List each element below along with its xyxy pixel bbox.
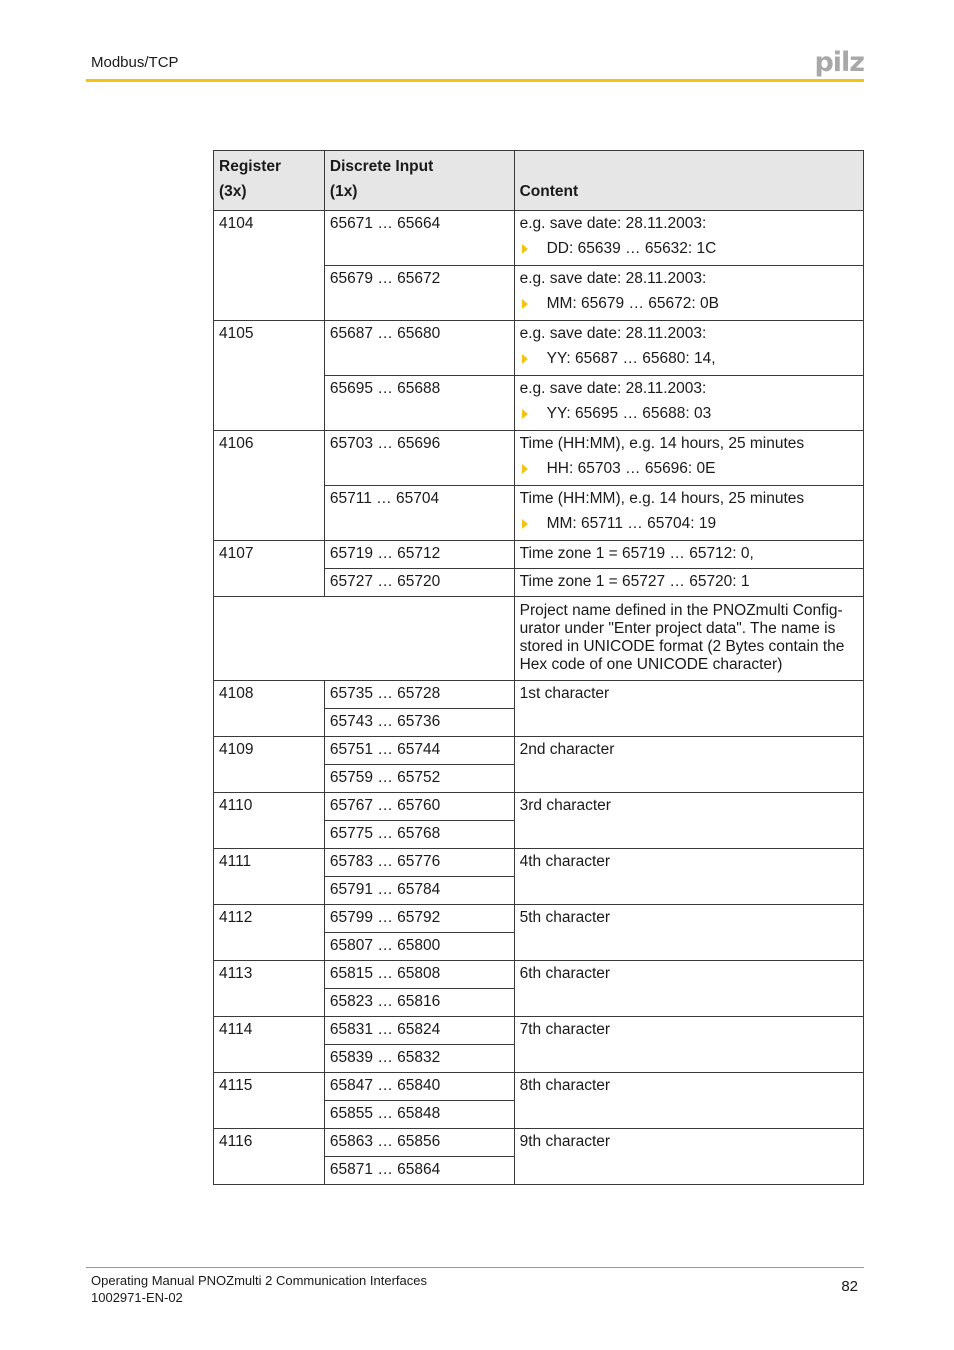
register-cell: 4109 [214,737,325,793]
header-register: Register (3x) [214,151,325,211]
register-cell: 4114 [214,1017,325,1073]
content-cell: Time zone 1 = 65719 … 65712: 0, [514,541,863,569]
page-number: 82 [841,1278,858,1295]
bullet-item: MM: 65679 … 65672: 0B [520,291,858,316]
register-table [213,150,864,1185]
arrow-bullet-icon [522,299,528,309]
discrete-cell: 65759 … 65752 [324,765,514,793]
register-cell: 4105 [214,321,325,431]
discrete-cell: 65831 … 65824 [324,1017,514,1045]
discrete-cell: 65863 … 65856 [324,1129,514,1157]
content-cell: e.g. save date: 28.11.2003: YY: 65695 … 65688: 03 [514,376,863,431]
register-cell: 4111 [214,849,325,905]
discrete-cell: 65855 … 65848 [324,1101,514,1129]
content-cell: 6th character [514,961,863,1017]
table-row [214,905,864,933]
arrow-bullet-icon [522,354,528,364]
discrete-cell: 65815 … 65808 [324,961,514,989]
bullet-item: DD: 65639 … 65632: 1C [520,236,858,261]
discrete-cell: 65687 … 65680 [324,321,514,376]
table-row [214,431,864,486]
bullet-item: HH: 65703 … 65696: 0E [520,456,858,481]
table-row [214,793,864,821]
discrete-cell: 65847 … 65840 [324,1073,514,1101]
discrete-cell: 65679 … 65672 [324,266,514,321]
discrete-cell: 65751 … 65744 [324,737,514,765]
register-cell: 4106 [214,431,325,541]
table-row [214,1129,864,1157]
project-note-row [214,597,864,681]
discrete-cell: 65735 … 65728 [324,681,514,709]
project-note: Project name defined in the PNOZmulti Config- urator under "Enter project data". The name is stored in UNICODE format (2 Bytes contain the Hex code of one UNICODE character) [514,597,863,681]
footer-doc-number: 1002971-EN-02 [91,1290,183,1305]
content-cell: Time (HH:MM), e.g. 14 hours, 25 minutes MM: 65711 … 65704: 19 [514,486,863,541]
header-discrete-input: Discrete Input (1x) [324,151,514,211]
discrete-cell: 65711 … 65704 [324,486,514,541]
arrow-bullet-icon [522,409,528,419]
content-cell: e.g. save date: 28.11.2003: DD: 65639 … 65632: 1C [514,211,863,266]
table-row [214,541,864,569]
table-body [214,211,864,1185]
content-cell: e.g. save date: 28.11.2003: YY: 65687 … 65680: 14, [514,321,863,376]
register-cell: 4116 [214,1129,325,1185]
discrete-cell: 65799 … 65792 [324,905,514,933]
register-cell: 4110 [214,793,325,849]
discrete-cell: 65775 … 65768 [324,821,514,849]
table-row [214,1017,864,1045]
bullet-item: YY: 65695 … 65688: 03 [520,401,858,426]
discrete-cell: 65719 … 65712 [324,541,514,569]
arrow-bullet-icon [522,464,528,474]
table-row [214,321,864,376]
header-rule [86,79,864,82]
content-cell: 9th character [514,1129,863,1185]
discrete-cell: 65743 … 65736 [324,709,514,737]
bullet-item: MM: 65711 … 65704: 19 [520,511,858,536]
header-content: Content [514,151,863,211]
discrete-cell: 65703 … 65696 [324,431,514,486]
content-cell: 1st character [514,681,863,737]
section-title: Modbus/TCP [91,54,179,71]
discrete-cell: 65839 … 65832 [324,1045,514,1073]
page-header [86,0,864,84]
table-header-row [214,151,864,211]
discrete-cell: 65871 … 65864 [324,1157,514,1185]
content-cell: 2nd character [514,737,863,793]
content-cell: 8th character [514,1073,863,1129]
discrete-cell: 65767 … 65760 [324,793,514,821]
content-cell: 3rd character [514,793,863,849]
content-cell: 7th character [514,1017,863,1073]
register-cell: 4108 [214,681,325,737]
register-cell: 4107 [214,541,325,597]
discrete-cell: 65671 … 65664 [324,211,514,266]
table-row [214,849,864,877]
footer-manual-title: Operating Manual PNOZmulti 2 Communication Interfaces [91,1273,427,1288]
discrete-cell: 65727 … 65720 [324,569,514,597]
empty-cell [214,597,515,681]
content-cell: 5th character [514,905,863,961]
arrow-bullet-icon [522,244,528,254]
discrete-cell: 65823 … 65816 [324,989,514,1017]
pilz-logo: pilz [814,47,864,78]
table-row [214,1073,864,1101]
discrete-cell: 65695 … 65688 [324,376,514,431]
content-cell: Time zone 1 = 65727 … 65720: 1 [514,569,863,597]
register-cell: 4113 [214,961,325,1017]
discrete-cell: 65807 … 65800 [324,933,514,961]
register-cell: 4112 [214,905,325,961]
register-cell: 4115 [214,1073,325,1129]
table-row [214,737,864,765]
footer-rule [86,1267,864,1268]
table-row [214,961,864,989]
content-cell: e.g. save date: 28.11.2003: MM: 65679 … 65672: 0B [514,266,863,321]
bullet-item: YY: 65687 … 65680: 14, [520,346,858,371]
discrete-cell: 65791 … 65784 [324,877,514,905]
discrete-cell: 65783 … 65776 [324,849,514,877]
table-row [214,211,864,266]
arrow-bullet-icon [522,519,528,529]
register-cell: 4104 [214,211,325,321]
content-cell: 4th character [514,849,863,905]
table-row [214,681,864,709]
content-cell: Time (HH:MM), e.g. 14 hours, 25 minutes HH: 65703 … 65696: 0E [514,431,863,486]
